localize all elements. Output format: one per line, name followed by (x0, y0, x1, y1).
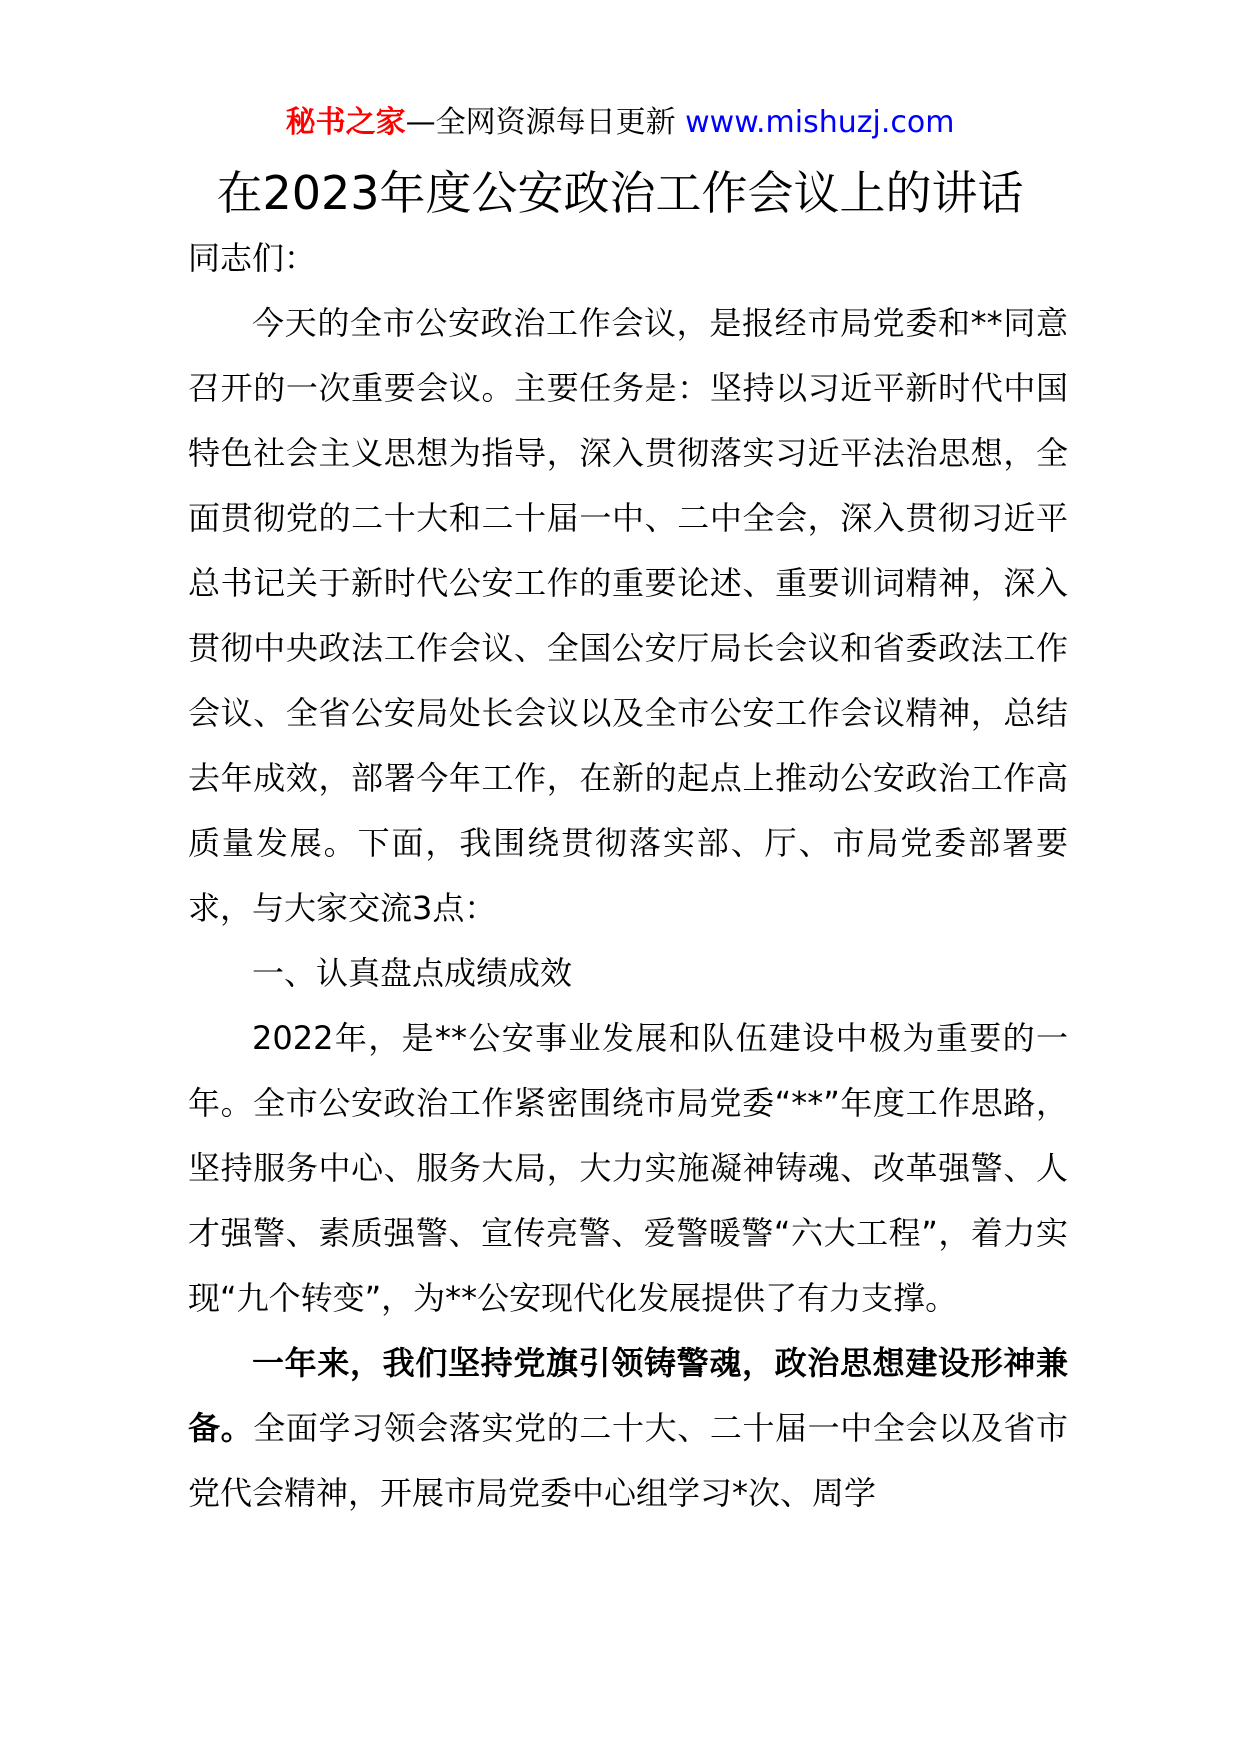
header-tagline: —全网资源每日更新 (405, 105, 676, 140)
paragraph-2022-summary: 2022年，是**公安事业发展和队伍建设中极为重要的一年。全市公安政治工作紧密围绕市局党委“**”年度工作思路，坚持服务中心、服务大局，大力实施凝神铸魂、改革强警、人才强警、素质强警、宣传亮警、爱警暖警“六大工程”，着力实现“九个转变”，为**公安现代化发展提供了有力支撑。 (188, 1019, 1068, 1317)
paragraph-political-building (188, 1331, 1068, 1526)
document-title: 在2023年度公安政治工作会议上的讲话 (216, 166, 1024, 220)
brand-name: 秘书之家 (285, 105, 406, 140)
section-heading-1: 一、认真盘点成绩成效 (252, 954, 573, 992)
site-header (0, 98, 1240, 148)
paragraph-bold-lead: 一年来，我们坚持党旗引领铸警魂，政治思想建设形神兼备。 (188, 1344, 1068, 1447)
site-url-link[interactable]: www.mishuzj.com (685, 105, 955, 140)
paragraph-body-text: 全面学习领会落实党的二十大、二十届一中全会以及省市党代会精神，开展市局党委中心组学习*次、周学 (188, 1409, 1068, 1512)
paragraph-intro: 今天的全市公安政治工作会议，是报经市局党委和**同意召开的一次重要会议。主要任务是：坚持以习近平新时代中国特色社会主义思想为指导，深入贯彻落实习近平法治思想，全面贯彻党的二十大和二十届一中、二中全会，深入贯彻习近平总书记关于新时代公安工作的重要论述、重要训词精神，深入贯彻中央政法工作会议、全国公安厅局长会议和省委政法工作会议、全省公安局处长会议以及全市公安工作会议精神，总结去年成效，部署今年工作，在新的起点上推动公安政治工作高质量发展。下面，我围绕贯彻落实部、厅、市局党委部署要求，与大家交流3点： (188, 304, 1068, 927)
document-body (188, 226, 1068, 1526)
salutation: 同志们： (188, 239, 317, 277)
